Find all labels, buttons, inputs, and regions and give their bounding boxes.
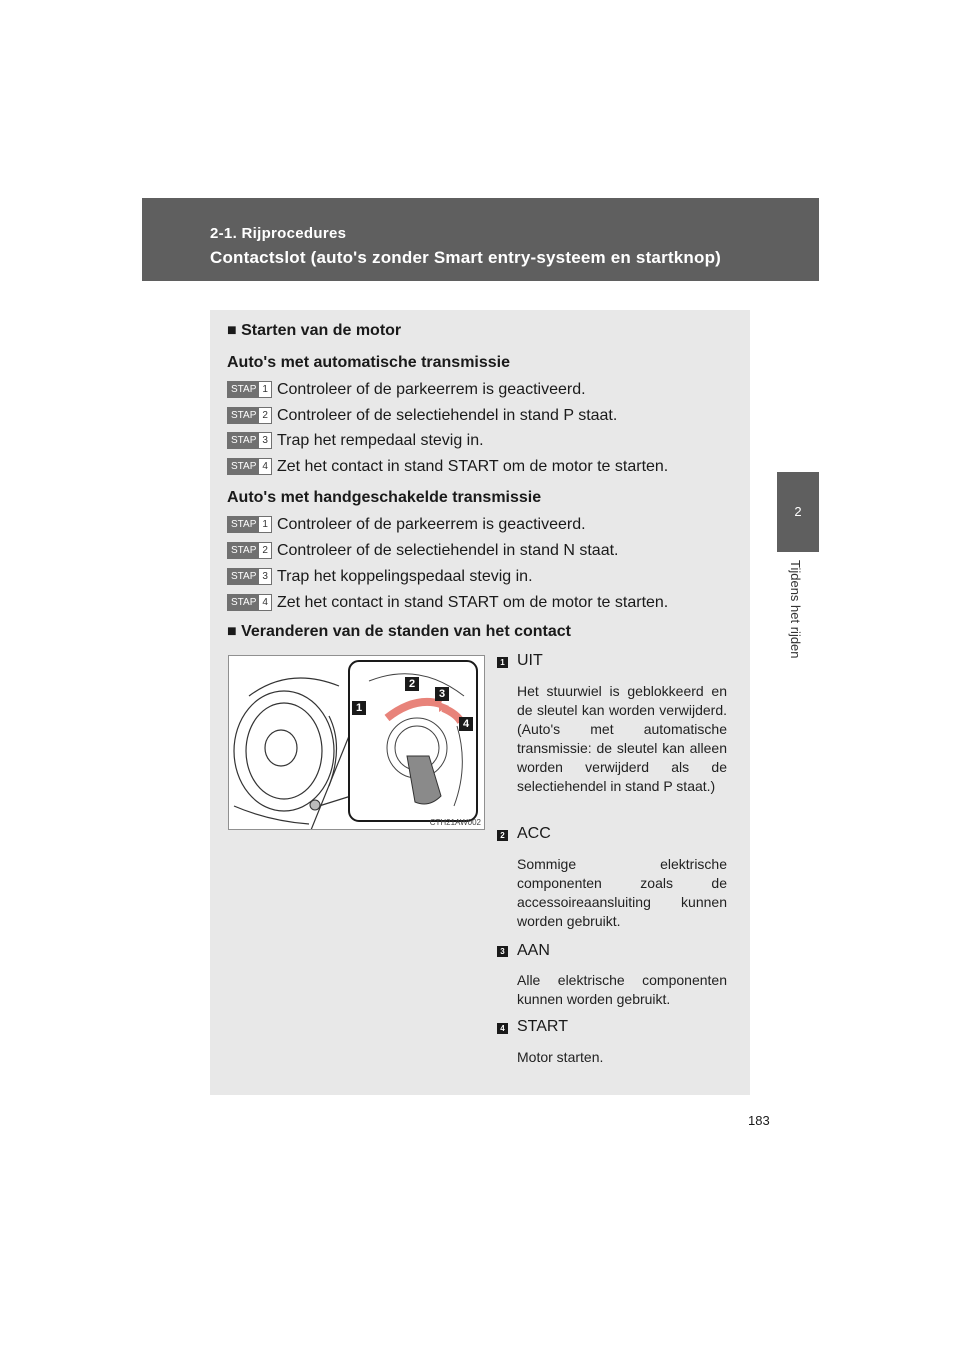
page-number: 183 bbox=[748, 1113, 770, 1128]
item-title-acc: ACC bbox=[517, 825, 551, 842]
chapter-tab-label: Tijdens het rijden bbox=[788, 560, 803, 659]
step-badge: STAP 3 bbox=[227, 568, 272, 585]
step-text: Controleer of de selectiehendel in stand P staat. bbox=[276, 406, 618, 424]
step-badge: STAP 2 bbox=[227, 542, 272, 559]
manual-step-2 bbox=[227, 542, 619, 559]
manual-heading: Auto's met handgeschakelde transmissie bbox=[227, 489, 542, 506]
item-desc-aan: Alle elektrische componenten kunnen worden gebruikt. bbox=[517, 972, 727, 1007]
step-text: Controleer of de selectiehendel in stand N staat. bbox=[276, 541, 619, 559]
step-text: Controleer of de parkeerrem is geactiveerd. bbox=[276, 515, 586, 533]
start-heading: ■ Starten van de motor bbox=[227, 322, 402, 339]
step-badge: STAP 2 bbox=[227, 407, 272, 424]
page-title: Contactslot (auto's zonder Smart entry-systeem en startknop) bbox=[210, 248, 722, 267]
figure-code: CTH21AW002 bbox=[429, 818, 481, 827]
ignition-illustration bbox=[228, 655, 485, 830]
step-badge: STAP 4 bbox=[227, 594, 272, 611]
figure-label-4: 4 bbox=[459, 717, 473, 731]
manual-step-1 bbox=[227, 516, 586, 533]
figure-label-1: 1 bbox=[352, 701, 366, 715]
item-title-uit: UIT bbox=[517, 652, 543, 669]
step-badge: STAP 1 bbox=[227, 381, 272, 398]
item-desc-acc: Sommige elektrische componenten zoals de accessoireaansluiting kunnen worden gebruikt. bbox=[517, 856, 727, 929]
step-text: Zet het contact in stand START om de motor te starten. bbox=[276, 593, 669, 611]
change-heading: ■ Veranderen van de standen van het contact bbox=[227, 623, 571, 640]
chapter-header bbox=[142, 198, 819, 281]
item-title-aan: AAN bbox=[517, 942, 550, 959]
figure-label-2: 2 bbox=[405, 677, 419, 691]
step-badge: STAP 1 bbox=[227, 516, 272, 533]
item-number-icon: 1 bbox=[497, 657, 508, 668]
step-text: Trap het koppelingspedaal stevig in. bbox=[276, 567, 533, 585]
item-number-icon: 3 bbox=[497, 946, 508, 957]
item-desc-uit: Het stuurwiel is geblokkeerd en de sleutel kan worden verwijderd. (Auto's met automatische transmissie: de sleutel kan alleen worden verwijderd als de selectiehendel in stand P staat.) bbox=[517, 683, 727, 794]
step-text: Zet het contact in stand START om de motor te starten. bbox=[276, 457, 669, 475]
auto-step-2 bbox=[227, 407, 617, 424]
chapter-tab[interactable]: 2 bbox=[777, 472, 819, 552]
auto-heading: Auto's met automatische transmissie bbox=[227, 354, 510, 371]
step-badge: STAP 3 bbox=[227, 432, 272, 449]
step-text: Controleer of de parkeerrem is geactiveerd. bbox=[276, 380, 586, 398]
step-badge: STAP 4 bbox=[227, 458, 272, 475]
section-label: 2-1. Rijprocedures bbox=[210, 225, 347, 242]
item-number-icon: 4 bbox=[497, 1023, 508, 1034]
auto-step-3 bbox=[227, 432, 484, 449]
auto-step-4 bbox=[227, 458, 668, 475]
item-number-icon: 2 bbox=[497, 830, 508, 841]
manual-step-4 bbox=[227, 594, 668, 611]
manual-step-3 bbox=[227, 568, 533, 585]
auto-step-1 bbox=[227, 381, 586, 398]
ignition-drawing bbox=[229, 656, 484, 829]
step-text: Trap het rempedaal stevig in. bbox=[276, 431, 484, 449]
figure-label-3: 3 bbox=[435, 687, 449, 701]
item-desc-start: Motor starten. bbox=[517, 1049, 604, 1065]
item-title-start: START bbox=[517, 1018, 568, 1035]
